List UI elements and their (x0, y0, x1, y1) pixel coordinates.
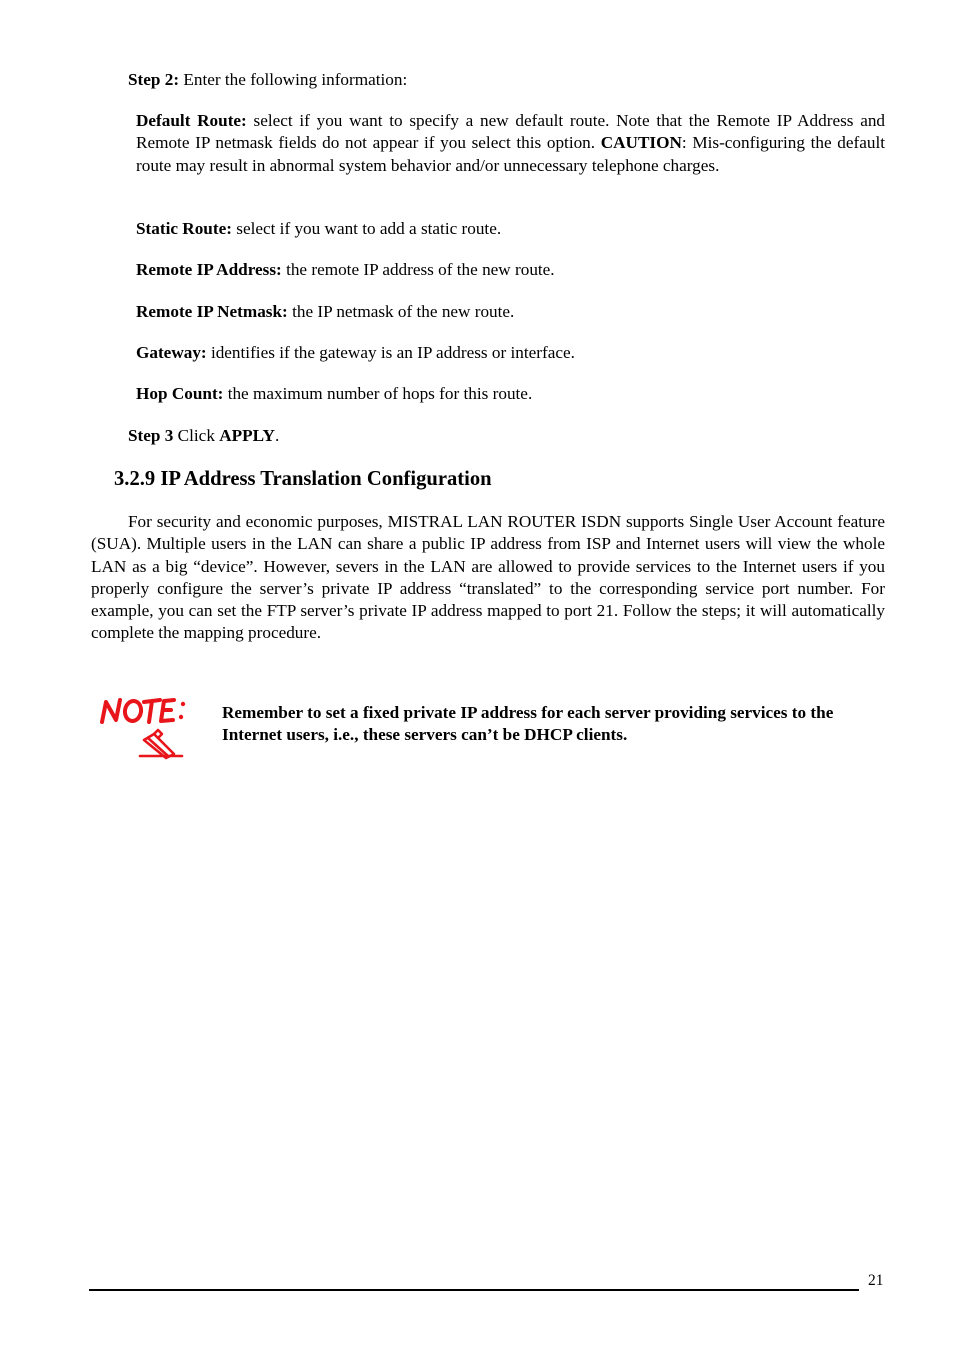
note-icon (96, 694, 194, 762)
field-remote-ip-address (136, 259, 885, 281)
field-text: select if you want to add a static route. (231, 219, 502, 238)
footer-rule (89, 1289, 859, 1291)
field-label: Remote IP Address: (136, 260, 282, 279)
field-static-route (136, 218, 885, 240)
field-hop-count (136, 383, 885, 405)
pencil-icon (140, 730, 182, 758)
section-heading: 3.2.9 IP Address Translation Configuration (114, 468, 492, 490)
step-2 (128, 69, 888, 91)
field-text: select if you want to specify a new default route. Note that the Remote IP Address and Remote IP netmask fields do not appear if you select this option. (136, 111, 886, 153)
caution-label: CAUTION (600, 133, 682, 153)
step-3-end: . (274, 426, 280, 445)
step-3-label: Step 3 (128, 426, 174, 445)
field-label: Hop Count: (136, 384, 224, 403)
field-gateway (136, 342, 885, 364)
field-text: the maximum number of hops for this route. (223, 384, 533, 403)
step-2-text: Enter the following information: (179, 70, 408, 89)
apply-label: APPLY (219, 426, 275, 445)
note-lettering (102, 700, 185, 722)
field-text: the remote IP address of the new route. (281, 260, 555, 279)
note-text: Remember to set a fixed private IP address for each server providing services to the Internet users, i.e., these servers can’t be DHCP clients. (222, 703, 834, 745)
page-number: 21 (868, 1272, 884, 1289)
field-label: Default Route: (136, 111, 247, 130)
field-label: Static Route: (136, 219, 232, 238)
field-text: identifies if the gateway is an IP address or interface. (206, 343, 575, 362)
step-3 (128, 425, 888, 447)
field-remote-ip-netmask (136, 301, 885, 323)
caution-text: : Mis-configuring the default route may result in abnormal system behavior and/or unnecessary telephone charges. (136, 133, 885, 175)
field-text: the IP netmask of the new route. (287, 302, 515, 321)
field-default-route (136, 110, 885, 177)
step-3-text: Click (173, 426, 220, 445)
field-label: Remote IP Netmask: (136, 302, 288, 321)
field-label: Gateway: (136, 343, 207, 362)
step-2-label: Step 2: (128, 70, 180, 89)
body-paragraph: For security and economic purposes, MISTRAL LAN ROUTER ISDN supports Single User Account feature (SUA). Multiple users in the LAN can share a public IP address from ISP and Internet users will view the whole LAN as a big “device”. However, severs in the LAN are allowed to provide services to the Internet users if you properly configure the server’s private IP address “translated” to the corresponding service port number. For example, you can set the FTP server’s private IP address mapped to port 21. Follow the steps; it will automatically complete the mapping procedure. (91, 512, 885, 643)
